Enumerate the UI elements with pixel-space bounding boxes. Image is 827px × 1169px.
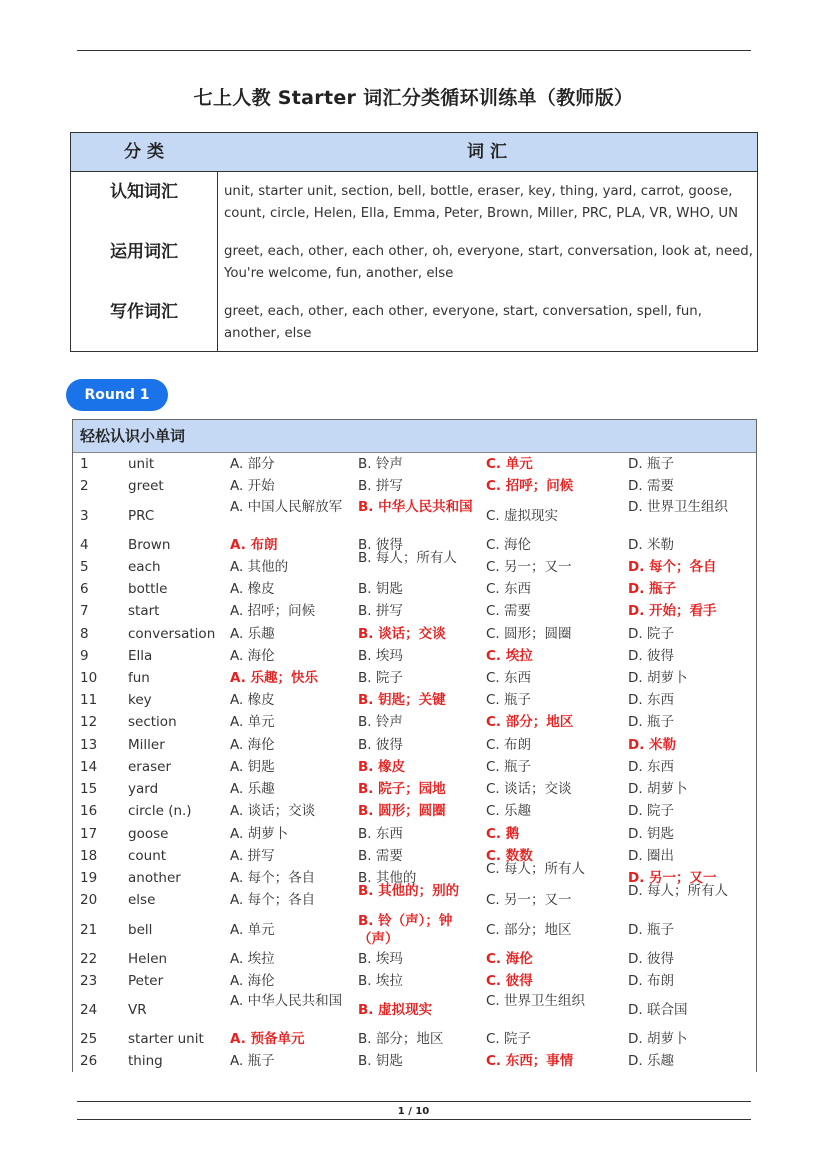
quiz-cell-b: B. 钥匙；关键 — [358, 692, 446, 708]
quiz-cell-num: 26 — [80, 1053, 98, 1069]
quiz-cell-b: B. 虚拟现实 — [358, 1002, 433, 1018]
quiz-cell-word: Peter — [128, 973, 164, 989]
quiz-cell-num: 9 — [80, 648, 89, 664]
page-number: 1 / 10 — [397, 1106, 430, 1117]
quiz-cell-c: C. 鹅 — [486, 826, 520, 842]
quiz-cell-num: 10 — [80, 670, 98, 686]
quiz-cell-num: 18 — [80, 848, 98, 864]
quiz-cell-num: 5 — [80, 559, 89, 575]
words-recognition: unit, starter unit, section, bell, bottle, eraser, key, thing, yard, carrot, goose, count, circle, Helen, Ella, Emma, Peter, Brown, Miller, PRC, PLA, VR, WHO, UN — [224, 184, 739, 221]
quiz-cell-d: D. 布朗 — [628, 973, 674, 989]
quiz-cell-a: A. 布朗 — [230, 537, 278, 553]
quiz-cell-d: D. 胡萝卜 — [628, 1031, 688, 1047]
category-recognition: 认知词汇 — [110, 182, 178, 202]
quiz-cell-a: A. 开始 — [230, 478, 275, 494]
quiz-cell-num: 12 — [80, 714, 98, 730]
quiz-cell-b: B. 院子；园地 — [358, 781, 446, 797]
quiz-cell-num: 14 — [80, 759, 98, 775]
quiz-cell-word: fun — [128, 670, 150, 686]
quiz-cell-a: A. 谈话；交谈 — [230, 803, 316, 819]
quiz-cell-d: D. 米勒 — [628, 737, 677, 753]
quiz-cell-word: another — [128, 870, 181, 886]
quiz-cell-num: 24 — [80, 1002, 98, 1018]
quiz-cell-a: A. 拼写 — [230, 848, 275, 864]
quiz-cell-num: 8 — [80, 626, 89, 642]
quiz-cell-d: D. 东西 — [628, 692, 674, 708]
quiz-cell-b: B. 每人；所有人 — [358, 550, 457, 566]
quiz-cell-b: B. 谈话；交谈 — [358, 626, 446, 642]
quiz-cell-c: C. 彼得 — [486, 973, 533, 989]
quiz-cell-c: C. 谈话；交谈 — [486, 781, 572, 797]
quiz-cell-a: A. 海伦 — [230, 973, 275, 989]
quiz-cell-a: A. 每个；各自 — [230, 892, 316, 908]
quiz-cell-a: A. 中华人民共和国 — [230, 993, 343, 1009]
quiz-cell-a: A. 海伦 — [230, 648, 275, 664]
quiz-cell-num: 6 — [80, 581, 89, 597]
quiz-cell-num: 11 — [80, 692, 98, 708]
quiz-cell-num: 13 — [80, 737, 98, 753]
quiz-cell-a: A. 海伦 — [230, 737, 275, 753]
quiz-table-header — [73, 420, 756, 453]
quiz-cell-word: section — [128, 714, 177, 730]
quiz-cell-c: C. 海伦 — [486, 537, 532, 553]
quiz-cell-d: D. 瓶子 — [628, 581, 677, 597]
quiz-cell-word: conversation — [128, 626, 216, 642]
quiz-cell-num: 2 — [80, 478, 89, 494]
quiz-cell-b: B. 其他的 — [358, 870, 417, 886]
quiz-cell-c: C. 部分；地区 — [486, 922, 572, 938]
quiz-cell-word: eraser — [128, 759, 172, 775]
quiz-cell-a: A. 每个；各自 — [230, 870, 316, 886]
quiz-cell-word: Helen — [128, 951, 168, 967]
quiz-cell-word: count — [128, 848, 167, 864]
quiz-cell-word: thing — [128, 1053, 163, 1069]
category-usage: 运用词汇 — [110, 242, 178, 262]
quiz-cell-b: B. 拼写 — [358, 603, 403, 619]
quiz-cell-d: D. 联合国 — [628, 1002, 688, 1018]
quiz-cell-a: A. 瓶子 — [230, 1053, 275, 1069]
quiz-cell-a: A. 乐趣 — [230, 626, 275, 642]
quiz-cell-c: C. 东西 — [486, 670, 532, 686]
quiz-cell-d: D. 胡萝卜 — [628, 670, 688, 686]
quiz-cell-c: C. 单元 — [486, 456, 533, 472]
quiz-title: 轻松认识小单词 — [80, 427, 186, 445]
quiz-cell-d: D. 需要 — [628, 478, 674, 494]
quiz-cell-a: A. 部分 — [230, 456, 275, 472]
quiz-cell-word: else — [128, 892, 156, 908]
quiz-cell-b: B. 需要 — [358, 848, 403, 864]
quiz-cell-d: D. 每人；所有人 — [628, 883, 728, 899]
quiz-cell-b: B. 圆形；圆圈 — [358, 803, 446, 819]
quiz-cell-word: unit — [128, 456, 155, 472]
header-words: 词 汇 — [467, 142, 507, 162]
quiz-cell-b: B. 院子 — [358, 670, 403, 686]
quiz-cell-b: B. 拼写 — [358, 478, 403, 494]
quiz-cell-num: 1 — [80, 456, 89, 472]
quiz-cell-num: 17 — [80, 826, 98, 842]
quiz-cell-a: A. 橡皮 — [230, 692, 275, 708]
quiz-cell-b: B. 其他的；别的 — [358, 883, 460, 899]
quiz-cell-b: B. 钥匙 — [358, 581, 403, 597]
quiz-cell-c: C. 东西 — [486, 581, 532, 597]
quiz-cell-b: B. 埃玛 — [358, 648, 403, 664]
quiz-cell-b: B. 铃声 — [358, 714, 403, 730]
quiz-cell-b: B. 彼得 — [358, 537, 403, 553]
quiz-cell-c: C. 布朗 — [486, 737, 532, 753]
quiz-cell-d: D. 瓶子 — [628, 456, 674, 472]
header-rule — [77, 50, 751, 51]
quiz-cell-num: 22 — [80, 951, 98, 967]
quiz-cell-d: D. 东西 — [628, 759, 674, 775]
quiz-cell-a: A. 胡萝卜 — [230, 826, 289, 842]
quiz-cell-b: B. 铃声 — [358, 456, 403, 472]
vocabulary-table — [70, 132, 758, 352]
quiz-cell-word: each — [128, 559, 161, 575]
quiz-cell-num: 15 — [80, 781, 98, 797]
quiz-cell-word: bell — [128, 922, 153, 938]
quiz-cell-d: D. 院子 — [628, 803, 674, 819]
quiz-cell-d: D. 圈出 — [628, 848, 674, 864]
quiz-cell-num: 19 — [80, 870, 98, 886]
quiz-cell-a: A. 单元 — [230, 922, 275, 938]
quiz-cell-c: C. 乐趣 — [486, 803, 532, 819]
quiz-cell-b: B. 埃拉 — [358, 973, 403, 989]
page-title: 七上人教 Starter 词汇分类循环训练单（教师版） — [193, 87, 634, 109]
quiz-cell-num: 16 — [80, 803, 98, 819]
quiz-cell-d: D. 每个；各自 — [628, 559, 717, 575]
quiz-cell-b: B. 埃玛 — [358, 951, 403, 967]
quiz-cell-c: C. 世界卫生组织 — [486, 993, 586, 1009]
quiz-cell-d: D. 瓶子 — [628, 714, 674, 730]
quiz-cell-d: D. 彼得 — [628, 951, 674, 967]
quiz-cell-b: B. 部分；地区 — [358, 1031, 444, 1047]
quiz-cell-d: D. 另一；又一 — [628, 870, 717, 886]
quiz-cell-a: A. 单元 — [230, 714, 275, 730]
quiz-cell-d: D. 瓶子 — [628, 922, 674, 938]
quiz-cell-num: 3 — [80, 508, 89, 524]
quiz-cell-c: C. 另一；又一 — [486, 892, 572, 908]
quiz-cell-word: Miller — [128, 737, 165, 753]
quiz-cell-word: goose — [128, 826, 169, 842]
quiz-cell-c: C. 院子 — [486, 1031, 532, 1047]
quiz-cell-num: 21 — [80, 922, 98, 938]
quiz-cell-word: PRC — [128, 508, 155, 524]
quiz-cell-word: circle (n.) — [128, 803, 192, 819]
quiz-cell-c: C. 数数 — [486, 848, 533, 864]
category-writing: 写作词汇 — [110, 302, 178, 322]
quiz-cell-c: C. 每人；所有人 — [486, 861, 586, 877]
quiz-cell-b: B. 铃（声）；钟（声） — [358, 913, 453, 947]
quiz-cell-b: B. 橡皮 — [358, 759, 406, 775]
quiz-cell-a: A. 预备单元 — [230, 1031, 305, 1047]
quiz-cell-a: A. 橡皮 — [230, 581, 275, 597]
quiz-cell-c: C. 需要 — [486, 603, 532, 619]
round-badge: Round 1 — [66, 379, 168, 411]
quiz-cell-c: C. 虚拟现实 — [486, 508, 559, 524]
quiz-cell-a: A. 招呼；问候 — [230, 603, 316, 619]
quiz-cell-word: starter unit — [128, 1031, 204, 1047]
quiz-cell-b: B. 中华人民共和国 — [358, 499, 473, 515]
quiz-cell-c: C. 招呼；问候 — [486, 478, 574, 494]
quiz-cell-c: C. 埃拉 — [486, 648, 533, 664]
quiz-cell-d: D. 世界卫生组织 — [628, 499, 728, 515]
quiz-cell-c: C. 瓶子 — [486, 692, 532, 708]
quiz-cell-word: greet — [128, 478, 164, 494]
quiz-cell-num: 4 — [80, 537, 89, 553]
quiz-cell-c: C. 东西；事情 — [486, 1053, 574, 1069]
header-category: 分 类 — [124, 142, 164, 162]
quiz-cell-a: A. 埃拉 — [230, 951, 275, 967]
quiz-cell-num: 7 — [80, 603, 89, 619]
column-divider — [217, 171, 218, 351]
quiz-cell-word: bottle — [128, 581, 168, 597]
vocabulary-table-header — [71, 133, 757, 172]
quiz-cell-a: A. 钥匙 — [230, 759, 275, 775]
quiz-cell-b: B. 彼得 — [358, 737, 403, 753]
quiz-cell-a: A. 其他的 — [230, 559, 289, 575]
quiz-cell-c: C. 圆形；圆圈 — [486, 626, 572, 642]
footer-rule-top — [77, 1101, 751, 1102]
quiz-cell-word: Brown — [128, 537, 171, 553]
quiz-cell-c: C. 瓶子 — [486, 759, 532, 775]
quiz-cell-a: A. 乐趣 — [230, 781, 275, 797]
quiz-cell-num: 20 — [80, 892, 98, 908]
quiz-cell-d: D. 开始；看手 — [628, 603, 717, 619]
quiz-cell-num: 23 — [80, 973, 98, 989]
quiz-cell-d: D. 乐趣 — [628, 1053, 674, 1069]
quiz-cell-b: B. 东西 — [358, 826, 403, 842]
quiz-cell-c: C. 另一；又一 — [486, 559, 572, 575]
footer-rule-bottom — [77, 1119, 751, 1120]
quiz-cell-c: C. 部分；地区 — [486, 714, 574, 730]
quiz-cell-word: yard — [128, 781, 159, 797]
quiz-cell-d: D. 彼得 — [628, 648, 674, 664]
quiz-cell-d: D. 胡萝卜 — [628, 781, 688, 797]
quiz-cell-a: A. 中国人民解放军 — [230, 499, 343, 515]
quiz-cell-num: 25 — [80, 1031, 98, 1047]
quiz-cell-d: D. 院子 — [628, 626, 674, 642]
quiz-cell-d: D. 米勒 — [628, 537, 674, 553]
quiz-cell-word: key — [128, 692, 152, 708]
quiz-table — [72, 419, 757, 1072]
quiz-cell-word: VR — [128, 1002, 147, 1018]
quiz-cell-a: A. 乐趣；快乐 — [230, 670, 319, 686]
words-writing: greet, each, other, each other, everyone, start, conversation, spell, fun, another, else — [224, 304, 702, 341]
quiz-cell-d: D. 钥匙 — [628, 826, 674, 842]
quiz-cell-word: Ella — [128, 648, 153, 664]
words-usage: greet, each, other, each other, oh, everyone, start, conversation, look at, need, You're welcome, fun, another, else — [224, 244, 753, 281]
quiz-cell-c: C. 海伦 — [486, 951, 533, 967]
quiz-cell-b: B. 钥匙 — [358, 1053, 403, 1069]
quiz-cell-word: start — [128, 603, 160, 619]
